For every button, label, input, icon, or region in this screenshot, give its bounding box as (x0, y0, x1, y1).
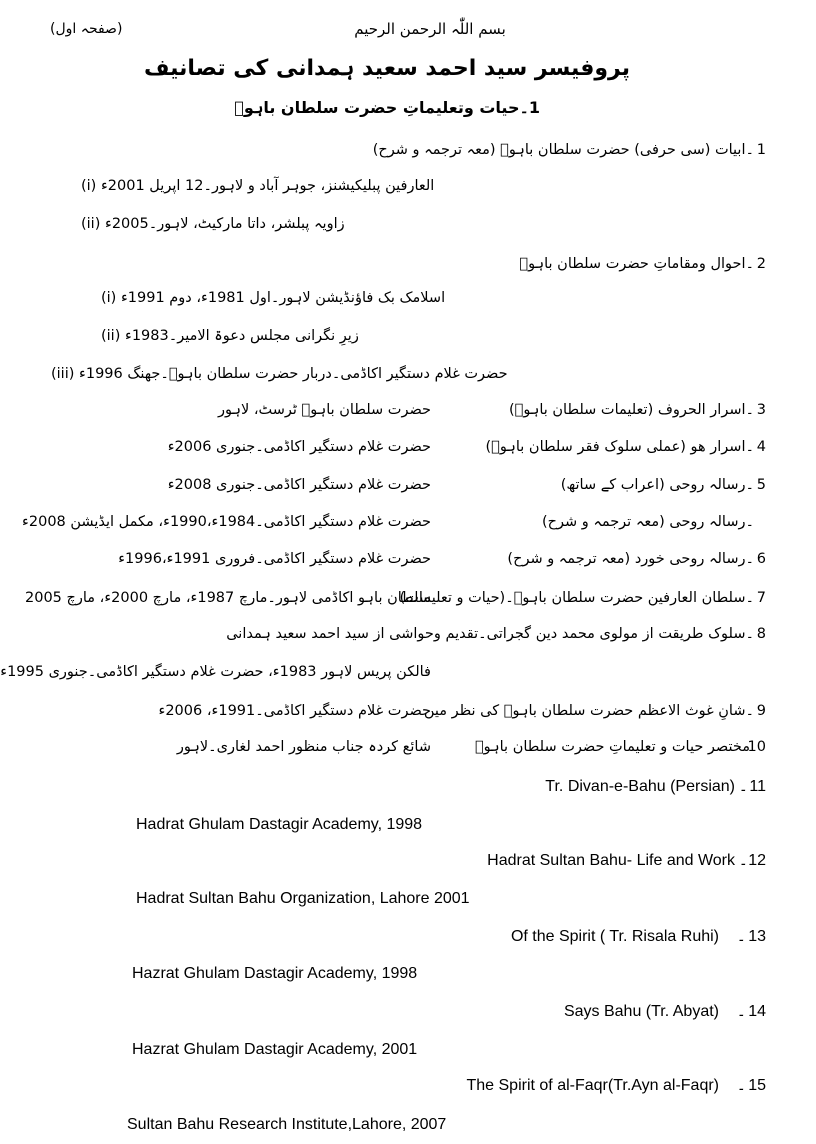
item-title: ۔رسالہ روحی (اعراب کے ساتھ) (560, 477, 754, 493)
list-item: (ii) زاویہ پبلشر، داتا مارکیٹ، لاہور۔2005ء (81, 216, 345, 232)
item-title: مختصر حیات و تعلیماتِ حضرت سلطان باہوؒ (474, 739, 750, 755)
item-dash: ۔ (736, 1077, 746, 1094)
item-number: 9 (756, 703, 766, 719)
item-publisher: Hadrat Sultan Bahu Organization, Lahore 2001 (136, 890, 470, 907)
item-number: 2 (756, 256, 766, 272)
item-number: 4 (756, 439, 766, 455)
item-publisher: شائع کردہ جناب منظور احمد لغاری۔لاہور (176, 739, 431, 755)
item-number: 1 (756, 142, 766, 158)
item-number: 10 (747, 739, 766, 755)
basmala: بسم اللّٰہ الرحمن الرحیم (354, 20, 506, 38)
item-dash: ۔ (736, 1003, 746, 1020)
list-item: فالکن پریس لاہور 1983ء، حضرت غلام دستگیر اکاڈمی۔جنوری 1995ء (0, 664, 431, 680)
item-number: 6 (756, 551, 766, 567)
item-publisher: Hazrat Ghulam Dastagir Academy, 1998 (132, 965, 418, 982)
item-dash: ۔ (738, 852, 748, 869)
page-label: (صفحہ اول) (50, 21, 123, 37)
item-title: ۔اسرار الحروف (تعلیمات سلطان باہوؒ) (508, 402, 754, 418)
list-item: (i) اسلامک بک فاؤنڈیشن لاہور۔اول 1981ء، دوم 1991ء (101, 290, 446, 306)
item-title: Of the Spirit ( Tr. Risala Ruhi) (510, 928, 719, 945)
item-title: Says Bahu (Tr. Abyat) (563, 1003, 719, 1020)
item-number: 15 (748, 1077, 766, 1094)
item-publisher: Sultan Bahu Research Institute,Lahore, 2007 (127, 1116, 447, 1133)
item-title: ۔ابیات (سی حرفی) حضرت سلطان باہوؒ (معہ ترجمہ و شرح) (372, 142, 754, 158)
item-number: 3 (756, 402, 766, 418)
item-title: ۔اسرار ھو (عملی سلوک فقر سلطان باہوؒ) (485, 439, 754, 455)
item-number: 11 (749, 778, 766, 795)
item-number: 14 (748, 1003, 766, 1020)
item-number: 8 (756, 626, 766, 642)
item-title: ۔شانِ غوث الاعظم حضرت سلطان باہوؒ کی نظر میں (423, 703, 754, 719)
list-item: (ii) زیرِ نگرانی مجلس دعوۃ الامیر۔1983ء (101, 328, 359, 344)
item-dash: ۔ (736, 928, 746, 945)
item-publisher: حضرت غلام دستگیر اکاڈمی۔جنوری 2006ء (167, 439, 431, 455)
item-number: 5 (756, 477, 766, 493)
item-title: ۔رسالہ روحی (معہ ترجمہ و شرح) (541, 514, 754, 530)
item-title: ۔احوال ومقاماتِ حضرت سلطان باہوؒ (519, 256, 754, 272)
document-title: پروفیسر سید احمد سعید ہمدانی کی تصانیف (143, 56, 630, 81)
item-number: 12 (748, 852, 766, 869)
item-title: ۔رسالہ روحی خورد (معہ ترجمہ و شرح) (507, 551, 754, 567)
item-publisher: حضرت غلام دستگیر اکاڈمی۔1984ء،1990ء، مکمل ایڈیشن 2008ء (22, 514, 431, 530)
item-dash: ۔ (738, 778, 748, 795)
item-title: Tr. Divan-e-Bahu (Persian) (545, 778, 735, 795)
item-publisher: Hazrat Ghulam Dastagir Academy, 2001 (132, 1041, 418, 1058)
item-title: ۔سلوک طریقت از مولوی محمد دین گجراتی۔تقدیم وحواشی از سید احمد سعید ہمدانی (226, 626, 754, 642)
item-publisher: سلطان باہو اکاڈمی لاہور۔مارچ 1987ء، مارچ 2000ء، مارچ 2005 (25, 590, 431, 606)
item-publisher: حضرت غلام دستگیر اکاڈمی۔جنوری 2008ء (167, 477, 431, 493)
item-title: ۔سلطان العارفین حضرت سلطان باہوؒ۔(حیات و تعلیمات) (399, 590, 754, 606)
item-publisher: حضرت غلام دستگیر اکاڈمی۔فروری 1991ء،1996ء (118, 551, 431, 567)
list-item: (iii) حضرت غلام دستگیر اکاڈمی۔دربار حضرت سلطان باہوؒ۔جھنگ 1996ء (51, 366, 508, 382)
item-number: 13 (748, 928, 766, 945)
item-number: 7 (756, 590, 766, 606)
item-publisher: Hadrat Ghulam Dastagir Academy, 1998 (136, 816, 423, 833)
list-item: (i) العارفین پبلیکیشنز، جوہر آباد و لاہور۔12 اپریل 2001ء (81, 178, 435, 194)
item-title: The Spirit of al-Faqr(Tr.Ayn al-Faqr) (466, 1077, 719, 1094)
item-publisher: حضرت غلام دستگیر اکاڈمی۔1991ء، 2006ء (158, 703, 431, 719)
item-title: Hadrat Sultan Bahu- Life and Work (487, 852, 735, 869)
section-heading: 1۔حیات وتعلیماتِ حضرت سلطان باہوؒ (234, 98, 540, 117)
item-publisher: حضرت سلطان باہوؒ ٹرسٹ، لاہور (217, 402, 431, 418)
